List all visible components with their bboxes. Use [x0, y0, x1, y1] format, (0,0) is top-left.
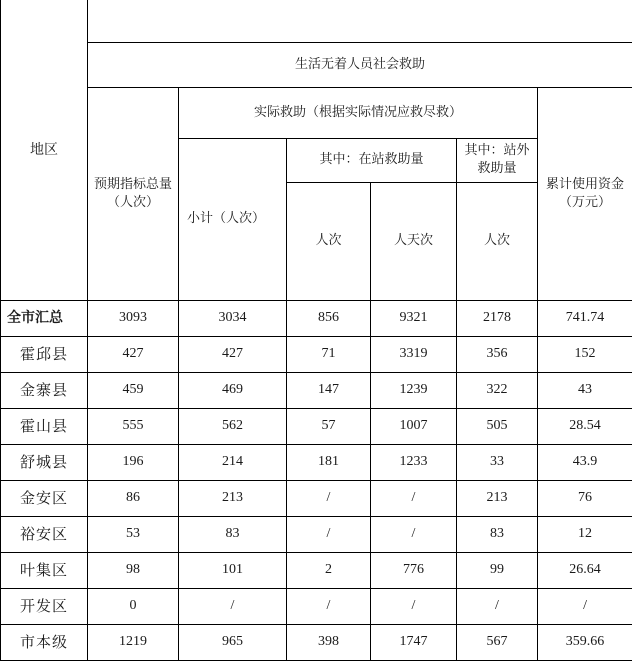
table-row	[1, 336, 632, 372]
funds-cell: 359.66	[538, 624, 632, 660]
funds-cell: 26.64	[538, 552, 632, 588]
region-cell: 市本级	[1, 624, 88, 660]
subtotal-cell: 3034	[179, 300, 287, 336]
table-row	[1, 300, 632, 336]
out-station-header: 其中：站外救助量	[457, 138, 538, 182]
in-times-cell: /	[287, 480, 371, 516]
expected-cell: 427	[88, 336, 179, 372]
subtotal-cell: 83	[179, 516, 287, 552]
funds-cell: 43	[538, 372, 632, 408]
in-station-days-header: 人天次	[371, 182, 457, 300]
expected-cell: 196	[88, 444, 179, 480]
region-cell: 裕安区	[1, 516, 88, 552]
cumulative-funds-header: 累计使用资金（万元）	[538, 87, 632, 300]
funds-cell: 76	[538, 480, 632, 516]
in-days-cell: 1233	[371, 444, 457, 480]
table-row	[1, 552, 632, 588]
out-times-cell: /	[457, 588, 538, 624]
funds-cell: 43.9	[538, 444, 632, 480]
in-days-cell: 1747	[371, 624, 457, 660]
subtotal-cell: 562	[179, 408, 287, 444]
in-times-cell: 856	[287, 300, 371, 336]
funds-cell: 741.74	[538, 300, 632, 336]
expected-cell: 1219	[88, 624, 179, 660]
in-days-cell: /	[371, 516, 457, 552]
funds-cell: 12	[538, 516, 632, 552]
expected-cell: 459	[88, 372, 179, 408]
in-times-cell: 398	[287, 624, 371, 660]
subtotal-cell: 469	[179, 372, 287, 408]
expected-cell: 555	[88, 408, 179, 444]
in-times-cell: 181	[287, 444, 371, 480]
expected-cell: 98	[88, 552, 179, 588]
subtotal-header: 小计（人次）	[179, 138, 287, 300]
in-station-header: 其中：在站救助量	[287, 138, 457, 182]
subtotal-cell: /	[179, 588, 287, 624]
table-row	[1, 408, 632, 444]
funds-cell: 28.54	[538, 408, 632, 444]
header-top-blank	[88, 0, 632, 42]
out-times-cell: 99	[457, 552, 538, 588]
subtotal-cell: 427	[179, 336, 287, 372]
in-times-cell: /	[287, 588, 371, 624]
subtotal-cell: 965	[179, 624, 287, 660]
in-times-cell: 2	[287, 552, 371, 588]
in-times-cell: /	[287, 516, 371, 552]
out-station-times-header: 人次	[457, 182, 538, 300]
in-days-cell: /	[371, 480, 457, 516]
region-cell: 开发区	[1, 588, 88, 624]
table-row	[1, 624, 632, 660]
expected-cell: 53	[88, 516, 179, 552]
region-cell: 叶集区	[1, 552, 88, 588]
out-times-cell: 322	[457, 372, 538, 408]
subtotal-cell: 214	[179, 444, 287, 480]
subtotal-cell: 101	[179, 552, 287, 588]
expected-cell: 86	[88, 480, 179, 516]
in-days-cell: 1007	[371, 408, 457, 444]
in-station-times-header: 人次	[287, 182, 371, 300]
table-row	[1, 480, 632, 516]
in-times-cell: 147	[287, 372, 371, 408]
funds-cell: /	[538, 588, 632, 624]
out-times-cell: 33	[457, 444, 538, 480]
in-days-cell: 1239	[371, 372, 457, 408]
out-times-cell: 567	[457, 624, 538, 660]
funds-cell: 152	[538, 336, 632, 372]
region-cell: 金寨县	[1, 372, 88, 408]
expected-cell: 0	[88, 588, 179, 624]
in-times-cell: 57	[287, 408, 371, 444]
out-times-cell: 2178	[457, 300, 538, 336]
table-row	[1, 444, 632, 480]
in-days-cell: 9321	[371, 300, 457, 336]
out-times-cell: 356	[457, 336, 538, 372]
out-times-cell: 213	[457, 480, 538, 516]
region-cell: 全市汇总	[1, 300, 88, 336]
table-row	[1, 372, 632, 408]
region-cell: 霍邱县	[1, 336, 88, 372]
out-times-cell: 83	[457, 516, 538, 552]
region-cell: 舒城县	[1, 444, 88, 480]
in-days-cell: 3319	[371, 336, 457, 372]
expected-cell: 3093	[88, 300, 179, 336]
region-cell: 金安区	[1, 480, 88, 516]
in-days-cell: 776	[371, 552, 457, 588]
group-title: 生活无着人员社会救助	[88, 42, 632, 87]
out-times-cell: 505	[457, 408, 538, 444]
subtotal-cell: 213	[179, 480, 287, 516]
in-times-cell: 71	[287, 336, 371, 372]
table-row	[1, 516, 632, 552]
table-row	[1, 588, 632, 624]
region-column-header: 地区	[1, 0, 88, 300]
actual-help-header: 实际救助（根据实际情况应救尽救）	[179, 87, 538, 138]
in-days-cell: /	[371, 588, 457, 624]
expected-total-header: 预期指标总量（人次）	[88, 87, 179, 300]
region-cell: 霍山县	[1, 408, 88, 444]
